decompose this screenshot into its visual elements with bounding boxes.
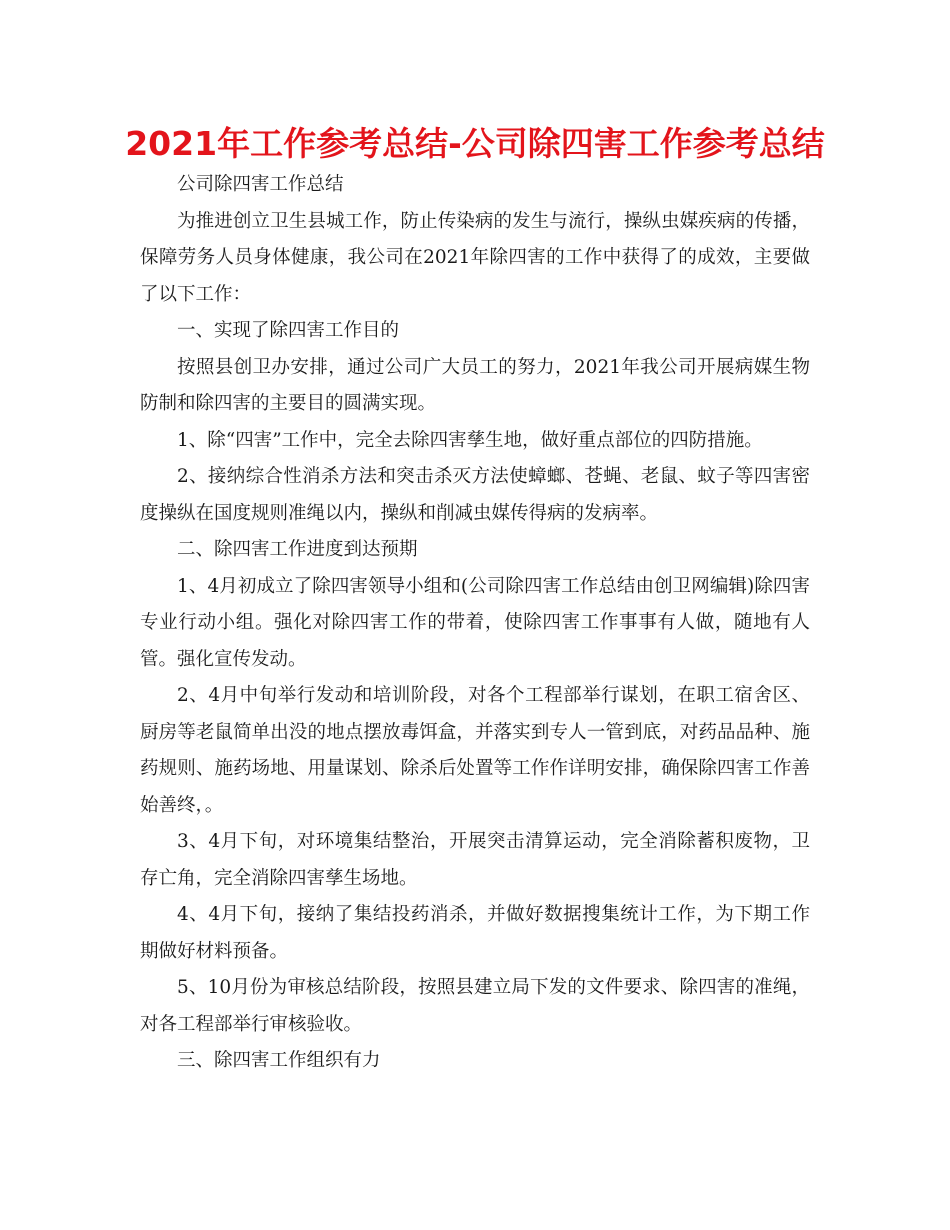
list-item: 2、4月中旬举行发动和培训阶段，对各个工程部举行谋划，在职工宿舍区、厨房等老鼠简单出没的地点摆放毒饵盒，并落实到专人一管到底，对药品品种、施药规则、施药场地、用量谋划、除杀后处置等工作作详明安排，确保除四害工作善始善终，。 bbox=[140, 685, 810, 816]
document-body bbox=[140, 167, 810, 1080]
list-item: 4、4月下旬，接纳了集结投药消杀，并做好数据搜集统计工作，为下期工作期做好材料预备。 bbox=[140, 904, 810, 962]
paragraph: 为推进创立卫生县城工作，防止传染病的发生与流行，操纵虫媒疾病的传播，保障劳务人员身体健康，我公司在2021年除四害的工作中获得了的成效，主要做了以下工作： bbox=[140, 210, 810, 305]
list-item: 1、4月初成立了除四害领导小组和(公司除四害工作总结由创卫网编辑)除四害专业行动小组。强化对除四害工作的带着，使除四害工作事事有人做，随地有人管。强化宣传发动。 bbox=[140, 575, 810, 670]
list-item: 2、接纳综合性消杀方法和突击杀灭方法使蟑螂、苍蝇、老鼠、蚊子等四害密度操纵在国度规则准绳以内，操纵和削减虫媒传得病的发病率。 bbox=[140, 466, 810, 524]
list-item: 1、除“四害”工作中，完全去除四害孳生地，做好重点部位的四防措施。 bbox=[177, 429, 763, 451]
section-heading-3: 三、除四害工作组织有力 bbox=[177, 1050, 381, 1071]
paragraph-subtitle: 公司除四害工作总结 bbox=[177, 174, 344, 195]
paragraph: 按照县创卫办安排，通过公司广大员工的努力，2021年我公司开展病媒生物防制和除四害的主要目的圆满实现。 bbox=[140, 356, 810, 414]
section-heading-2: 二、除四害工作进度到达预期 bbox=[177, 539, 418, 560]
document-title: 2021年工作参考总结-公司除四害工作参考总结 bbox=[125, 124, 825, 163]
list-item: 5、10月份为审核总结阶段，按照县建立局下发的文件要求、除四害的准绳，对各工程部举行审核验收。 bbox=[140, 977, 810, 1035]
list-item: 3、4月下旬，对环境集结整治，开展突击清算运动，完全消除蓄积废物，卫存亡角，完全消除四害孳生场地。 bbox=[140, 831, 810, 889]
section-heading-1: 一、实现了除四害工作目的 bbox=[177, 320, 400, 341]
